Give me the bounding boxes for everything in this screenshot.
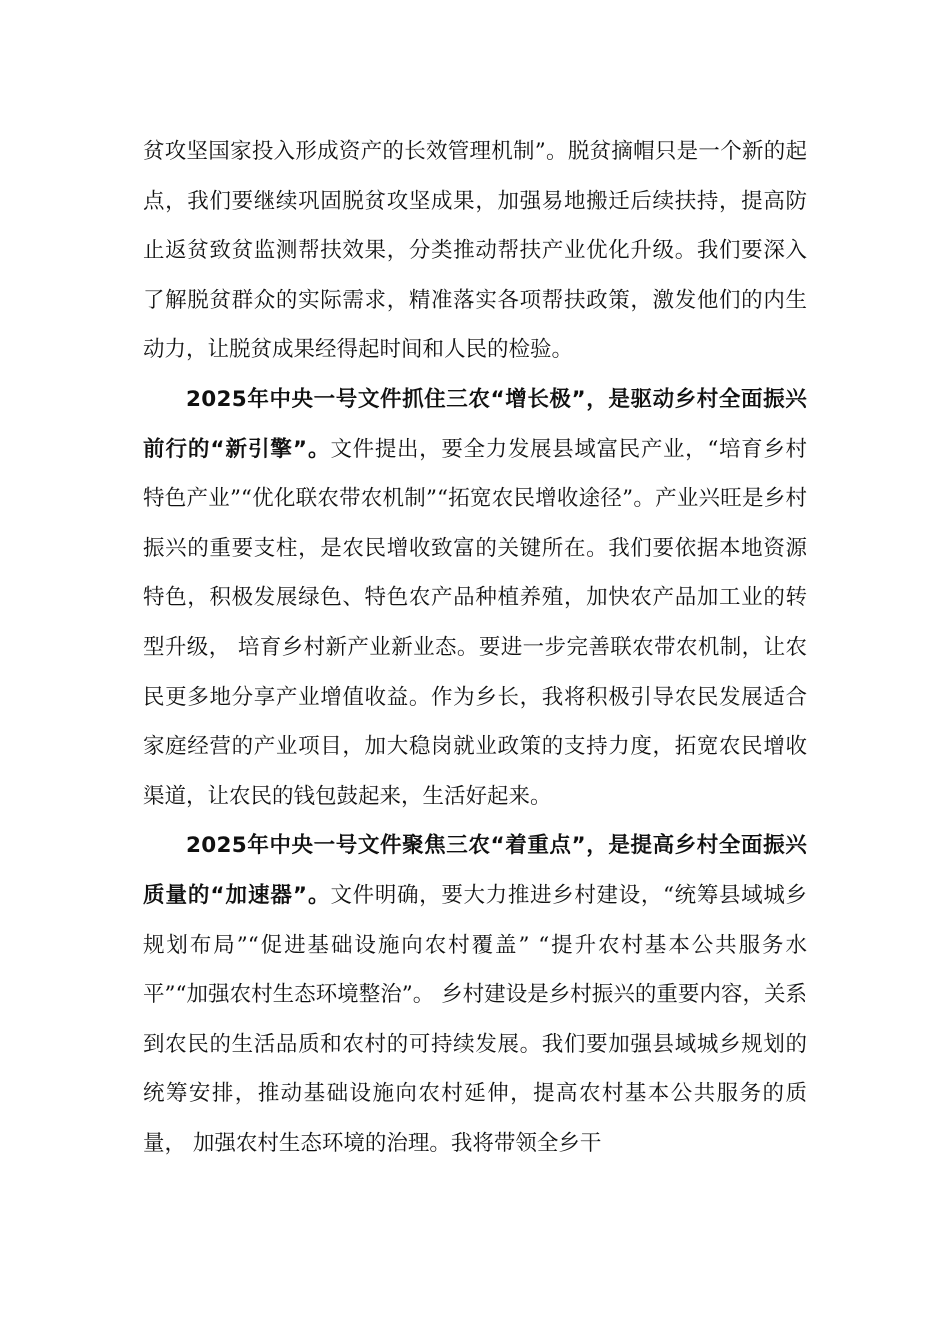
paragraph-2-lead: 2025年中央一号文件抓住三农“增长极”，是驱动乡村全面振兴前行的“新引擎”。 xyxy=(143,386,807,462)
paragraph-2 xyxy=(143,375,807,821)
paragraph-3-text: 文件明确，要大力推进乡村建设，“统筹县域城乡规划布局”“促进基础设施向农村覆盖” “提升农村基本公共服务水平”“加强农村生态环境整治”。 乡村建设是乡村振兴的重要内容，关系到农民的生活品质和农村的可持续发展。我们要加强县域城乡规划的统筹安排，推动基础设施向农村延伸，提高农村基本公共服务的质量， 加强农村生态环境的治理。我将带领全乡干 xyxy=(143,882,808,1156)
paragraph-3 xyxy=(143,821,807,1168)
paragraph-3-lead: 2025年中央一号文件聚焦三农“着重点”，是提高乡村全面振兴质量的“加速器”。 xyxy=(143,833,807,908)
paragraph-2-text: 文件提出，要全力发展县域富民产业，“培育乡村特色产业”“优化联农带农机制”“拓宽农民增收途径”。产业兴旺是乡村振兴的重要支柱，是农民增收致富的关键所在。我们要依据本地资源特色，积极发展绿色、特色农产品种植养殖，加快农产品加工业的转型升级， 培育乡村新产业新业态。要进一步完善联农带农机制，让农民更多地分享产业增值收益。作为乡长，我将积极引导农民发展适合家庭经营的产业项目，加大稳岗就业政策的支持力度，拓宽农民增收渠道，让农民的钱包鼓起来，生活好起来。 xyxy=(143,436,808,809)
document-body xyxy=(143,127,807,1168)
paragraph-1 xyxy=(143,127,807,375)
paragraph-1-text: 贫攻坚国家投入形成资产的长效管理机制”。脱贫摘帽只是一个新的起点，我们要继续巩固脱贫攻坚成果，加强易地搬迁后续扶持，提高防止返贫致贫监测帮扶效果，分类推动帮扶产业优化升级。我们要深入了解脱贫群众的实际需求，精准落实各项帮扶政策，激发他们的内生动力，让脱贫成果经得起时间和人民的检验。 xyxy=(143,139,807,363)
